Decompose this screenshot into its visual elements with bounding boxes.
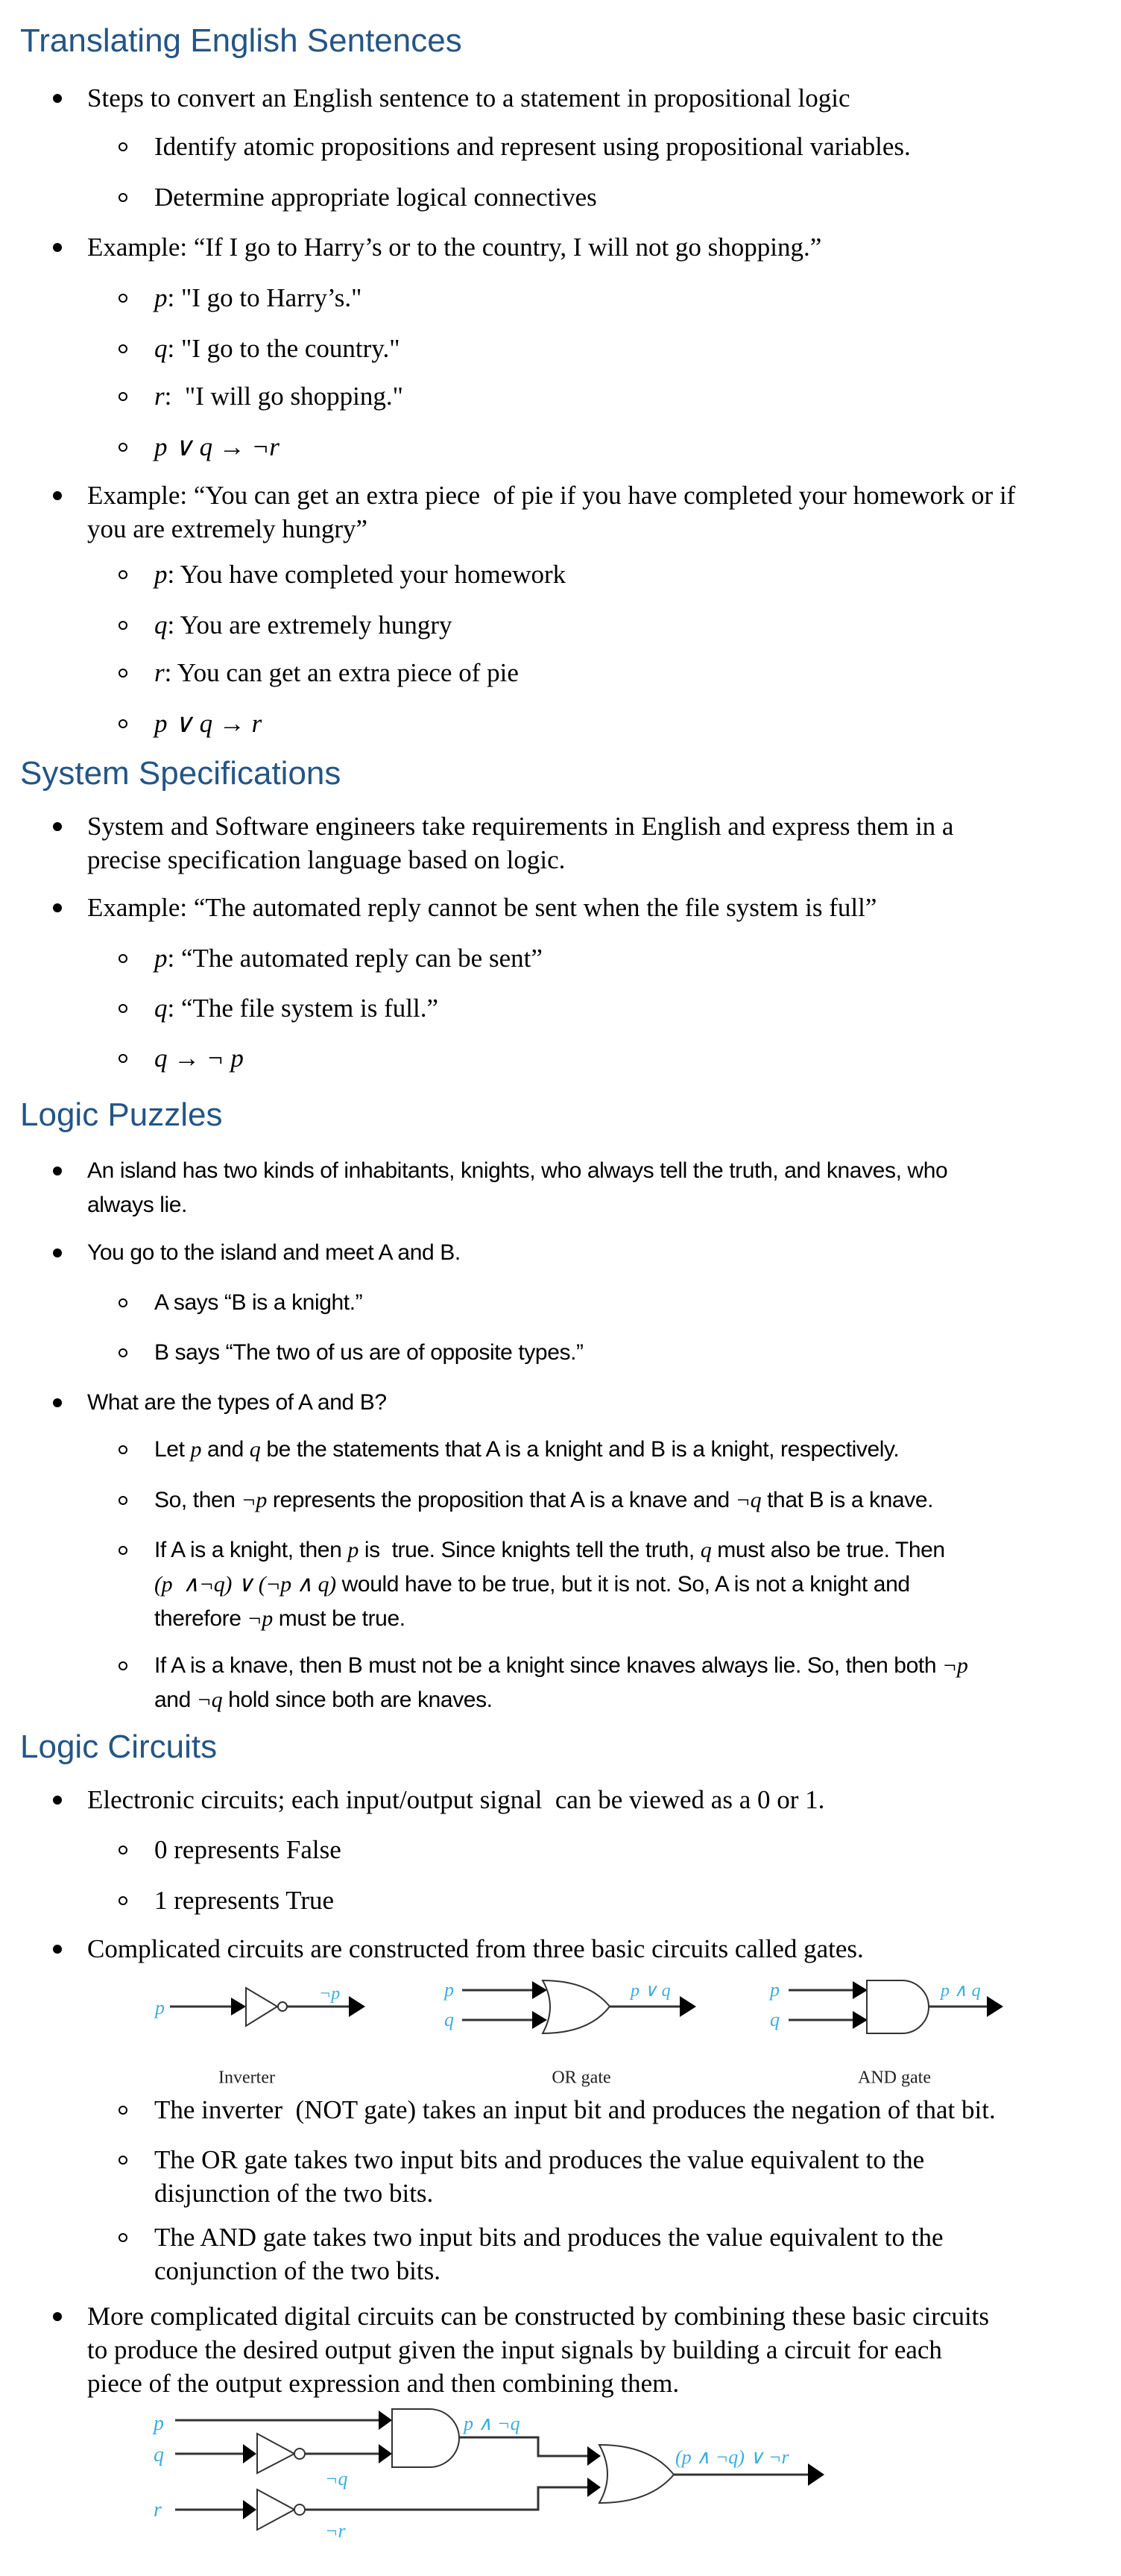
math-expression: q (700, 1538, 712, 1562)
list-item-line (87, 891, 877, 924)
not-r-inverter (257, 2490, 294, 2530)
text-segment: represents the proposition that A is a knave and (266, 1488, 736, 1512)
text-segment: and (154, 1688, 197, 1712)
text-segment: If A is a knight, then (154, 1538, 348, 1562)
sub-bullet-icon (119, 344, 127, 353)
bullet-icon (53, 903, 62, 912)
list-item-line (154, 1042, 244, 1075)
not-r-label: ¬r (325, 2520, 346, 2542)
text-segment: B says “The two of us are of opposite types.” (154, 1340, 584, 1365)
text-segment: that B is a knave. (761, 1488, 934, 1512)
sub-bullet-icon (119, 294, 127, 303)
list-item-line (87, 2334, 942, 2367)
bullet-icon (53, 243, 62, 252)
text-segment: : "I will go shopping." (164, 382, 403, 411)
sub-bullet-icon (119, 443, 127, 452)
bullet-icon (53, 94, 62, 103)
and-gate (768, 1979, 1003, 2033)
list-item-line (154, 1603, 405, 1635)
text-segment: : You have completed your homework (167, 560, 566, 589)
section-heading-logic-puzzles: Logic Puzzles (20, 1096, 223, 1133)
sub-bullet-icon (119, 669, 127, 678)
arrow-icon (987, 1996, 1003, 2017)
arrow-icon (379, 2411, 392, 2430)
list-item-line (154, 2144, 924, 2176)
inverter-bubble (278, 2002, 287, 2011)
text-segment: A says “B is a knight.” (154, 1290, 363, 1315)
list-item-line (87, 1189, 187, 1222)
list-item-line (154, 609, 452, 642)
text-segment: What are the types of A and B? (87, 1390, 387, 1415)
arrow-icon (349, 1996, 365, 2017)
list-item-line (154, 2221, 943, 2254)
list-item-line (87, 479, 1015, 512)
list-item-line (154, 1336, 584, 1369)
list-item-line (154, 1287, 362, 1319)
circuit-input-p: p (154, 2412, 164, 2435)
or-input-b-label: q (444, 2009, 454, 2030)
text-segment: Let (154, 1437, 191, 1462)
section-heading-translating: Translating English Sentences (20, 22, 462, 59)
list-item-line (154, 431, 280, 464)
text-segment: Steps to convert an English sentence to a statement in propositional logic (87, 83, 850, 113)
or-output-label: (p ∧ ¬q) ∨ ¬r (675, 2446, 789, 2468)
text-segment: : “The automated reply can be sent” (167, 944, 543, 973)
text-segment: conjunction of the two bits. (154, 2256, 440, 2285)
arrow-icon (680, 1996, 696, 2017)
text-segment: always lie. (87, 1193, 187, 1217)
text-segment: Identify atomic propositions and represent using propositional variables. (154, 132, 911, 161)
arrow-icon (379, 2444, 392, 2463)
inverter-output-label: ¬p (319, 1984, 341, 2004)
text-segment: The inverter (NOT gate) takes an input bit and produces the negation of that bit. (154, 2095, 996, 2124)
sub-bullet-icon (119, 621, 127, 630)
not-q-inverter (257, 2434, 294, 2473)
text-segment: You go to the island and meet A and B. (87, 1240, 461, 1265)
bullet-icon (53, 822, 62, 831)
text-segment: If A is a knave, then B must not be a knight since knaves always lie. So, then both (154, 1653, 943, 1678)
arrow-icon (243, 2444, 256, 2463)
text-segment: be the statements that A is a knight and B is a knight, respectively. (260, 1437, 900, 1462)
text-segment: 1 represents True (154, 1886, 335, 1915)
or-gate-body (543, 1980, 610, 2033)
bullet-icon (53, 1167, 62, 1175)
text-segment: you are extremely hungry” (87, 514, 368, 543)
and-gate-caption: AND gate (858, 2068, 931, 2088)
text-segment: and (201, 1437, 250, 1462)
text-segment: Example: “The automated reply cannot be sent when the file system is full” (87, 893, 877, 922)
circuit-input-r: r (154, 2498, 162, 2522)
and-gate-body (867, 1980, 929, 2033)
list-item-line (154, 1433, 899, 1466)
math-expression: q (154, 994, 168, 1023)
list-item-line (154, 380, 403, 413)
combined-circuit-diagram (0, 2400, 1121, 2564)
math-expression: q (154, 334, 168, 363)
sub-bullet-icon (119, 570, 127, 579)
sub-bullet-icon (119, 1661, 127, 1670)
math-expression: r (154, 658, 165, 687)
math-expression: p ∨ q → ¬r (154, 432, 280, 461)
inverter-gate (154, 1984, 365, 2026)
list-item-line (87, 2367, 679, 2400)
list-item-line (154, 2255, 440, 2288)
sub-bullet-icon (119, 193, 127, 202)
arrow-icon (808, 2463, 824, 2486)
bullet-icon (53, 2312, 62, 2321)
text-segment: Complicated circuits are constructed from three basic circuits called gates. (87, 1934, 864, 1963)
arrow-icon (532, 2011, 547, 2029)
text-segment: An island has two kinds of inhabitants, knights, who always tell the truth, and knaves, who (87, 1158, 948, 1183)
text-segment: So, then (154, 1488, 241, 1512)
text-segment: Determine appropriate logical connectives (154, 183, 597, 212)
list-item-line (154, 1834, 341, 1866)
bullet-icon (53, 1248, 62, 1257)
sub-bullet-icon (119, 1496, 127, 1505)
sub-bullet-icon (119, 1298, 127, 1307)
text-segment: disjunction of the two bits. (154, 2179, 434, 2208)
math-expression: ¬q (196, 1688, 223, 1712)
inverter-input-label: p (155, 1997, 165, 2018)
or-gate-body (599, 2445, 674, 2503)
and-input-b-label: q (770, 2009, 780, 2030)
text-segment: More complicated digital circuits can be constructed by combining these basic circuits (87, 2302, 990, 2331)
list-item-line (154, 992, 438, 1025)
text-segment: : You can get an extra piece of pie (164, 658, 519, 687)
text-segment: 0 represents False (154, 1835, 341, 1864)
sub-bullet-icon (119, 142, 127, 151)
text-segment: System and Software engineers take requirements in English and express them in a (87, 812, 954, 841)
list-item-line (87, 1386, 387, 1419)
bullet-icon (53, 491, 62, 500)
math-expression: p (154, 560, 168, 589)
sub-bullet-icon (119, 954, 127, 963)
sub-bullet-icon (119, 1004, 127, 1013)
text-segment: must be true. (272, 1606, 405, 1631)
text-segment: must also be true. Then (711, 1538, 945, 1562)
list-item-line (154, 707, 262, 740)
and-output-label: p ∧ q (941, 1981, 981, 2001)
arrow-icon (587, 2446, 601, 2466)
list-item-line (87, 513, 367, 546)
math-expression: p (154, 283, 168, 312)
or-gate (443, 1979, 696, 2033)
sub-bullet-icon (119, 1348, 127, 1357)
sub-bullet-icon (119, 2233, 127, 2242)
text-segment: therefore (154, 1606, 247, 1631)
text-segment: hold since both are knaves. (222, 1688, 493, 1712)
list-item-line (154, 1884, 334, 1917)
inverter-triangle (246, 1988, 277, 2026)
text-segment: precise specification language based on logic. (87, 845, 566, 874)
text-segment: piece of the output expression and then combining them. (87, 2369, 680, 2398)
sub-bullet-icon (119, 2156, 127, 2165)
math-expression: ¬p (942, 1653, 968, 1678)
list-item-line (154, 1568, 910, 1601)
inverter-caption: Inverter (218, 2068, 275, 2088)
list-item-line (154, 332, 400, 365)
math-expression: p (347, 1538, 359, 1562)
arrow-icon (243, 2500, 256, 2519)
section-heading-logic-circuits: Logic Circuits (20, 1729, 218, 1765)
sub-bullet-icon (119, 1846, 127, 1854)
text-segment: : “The file system is full.” (167, 994, 439, 1023)
or-input-a-label: p (444, 1979, 454, 2001)
sub-bullet-icon (119, 1054, 127, 1063)
list-item-line (87, 1237, 461, 1269)
list-item-line (154, 942, 543, 975)
sub-bullet-icon (119, 1896, 127, 1905)
list-item-line (87, 2300, 989, 2333)
bullet-icon (53, 1945, 62, 1954)
and-input-a-label: p (770, 1979, 780, 2001)
math-expression: ¬p (247, 1606, 273, 1631)
list-item-line (154, 558, 566, 591)
text-segment: is true. Since knights tell the truth, (358, 1538, 701, 1562)
sub-bullet-icon (119, 1546, 127, 1555)
math-expression: p (190, 1437, 202, 1462)
math-expression: p ∨ q → r (154, 709, 262, 738)
text-segment: The OR gate takes two input bits and produces the value equivalent to the (154, 2145, 925, 2174)
list-item-line (154, 130, 911, 163)
list-item-line (154, 1484, 933, 1517)
bullet-icon (53, 1398, 62, 1407)
math-expression: q (154, 610, 168, 640)
text-segment: : You are extremely hungry (167, 610, 452, 640)
math-expression: ¬p (241, 1488, 267, 1512)
section-heading-system-specifications: System Specifications (20, 755, 341, 792)
bullet-icon (53, 1796, 62, 1805)
list-item-line (87, 844, 565, 877)
list-item-line (87, 82, 850, 115)
list-item-line (154, 657, 519, 689)
arrow-icon (231, 1998, 246, 2015)
arrow-icon (853, 1981, 868, 1999)
list-item-line (154, 1650, 968, 1682)
or-output-label: p ∨ q (631, 1981, 671, 2001)
arrow-icon (853, 2011, 868, 2029)
list-item-line (87, 810, 953, 843)
and-output-label: p ∧ ¬q (464, 2413, 520, 2434)
text-segment: Electronic circuits; each input/output signal can be viewed as a 0 or 1. (87, 1785, 825, 1814)
text-segment: Example: “If I go to Harry’s or to the country, I will not go shopping.” (87, 233, 822, 262)
list-item-line (87, 231, 821, 264)
math-expression: q → ¬ p (154, 1044, 244, 1073)
list-item-line (154, 1534, 945, 1567)
list-item-line (87, 1784, 824, 1816)
circuit-input-q: q (154, 2443, 164, 2466)
list-item-line (154, 282, 361, 315)
text-segment: : "I go to Harry’s." (167, 283, 362, 312)
list-item-line (87, 1155, 947, 1187)
sub-bullet-icon (119, 1445, 127, 1454)
not-q-label: ¬q (325, 2468, 348, 2490)
and-gate-body (392, 2409, 459, 2467)
or-gate-caption: OR gate (552, 2068, 611, 2088)
text-segment: would have to be true, but it is not. So, A is not a knight and (335, 1572, 910, 1597)
list-item-line (154, 181, 597, 214)
text-segment: to produce the desired output given the input signals by building a circuit for each (87, 2335, 942, 2364)
text-segment: Example: “You can get an extra piece of pie if you have completed your homework or if (87, 481, 1016, 510)
math-expression: (p ∧¬q) ∨ (¬p ∧ q) (154, 1572, 336, 1597)
sub-bullet-icon (119, 719, 127, 728)
arrow-icon (587, 2478, 601, 2497)
math-expression: p (154, 944, 168, 973)
math-expression: q (249, 1437, 261, 1462)
math-expression: r (154, 382, 165, 411)
math-expression: ¬q (735, 1488, 762, 1512)
sub-bullet-icon (119, 392, 127, 401)
text-segment: : "I go to the country." (167, 334, 400, 363)
list-item-line (154, 1684, 493, 1717)
list-item-line (154, 2177, 433, 2210)
text-segment: The AND gate takes two input bits and produces the value equivalent to the (154, 2223, 944, 2252)
